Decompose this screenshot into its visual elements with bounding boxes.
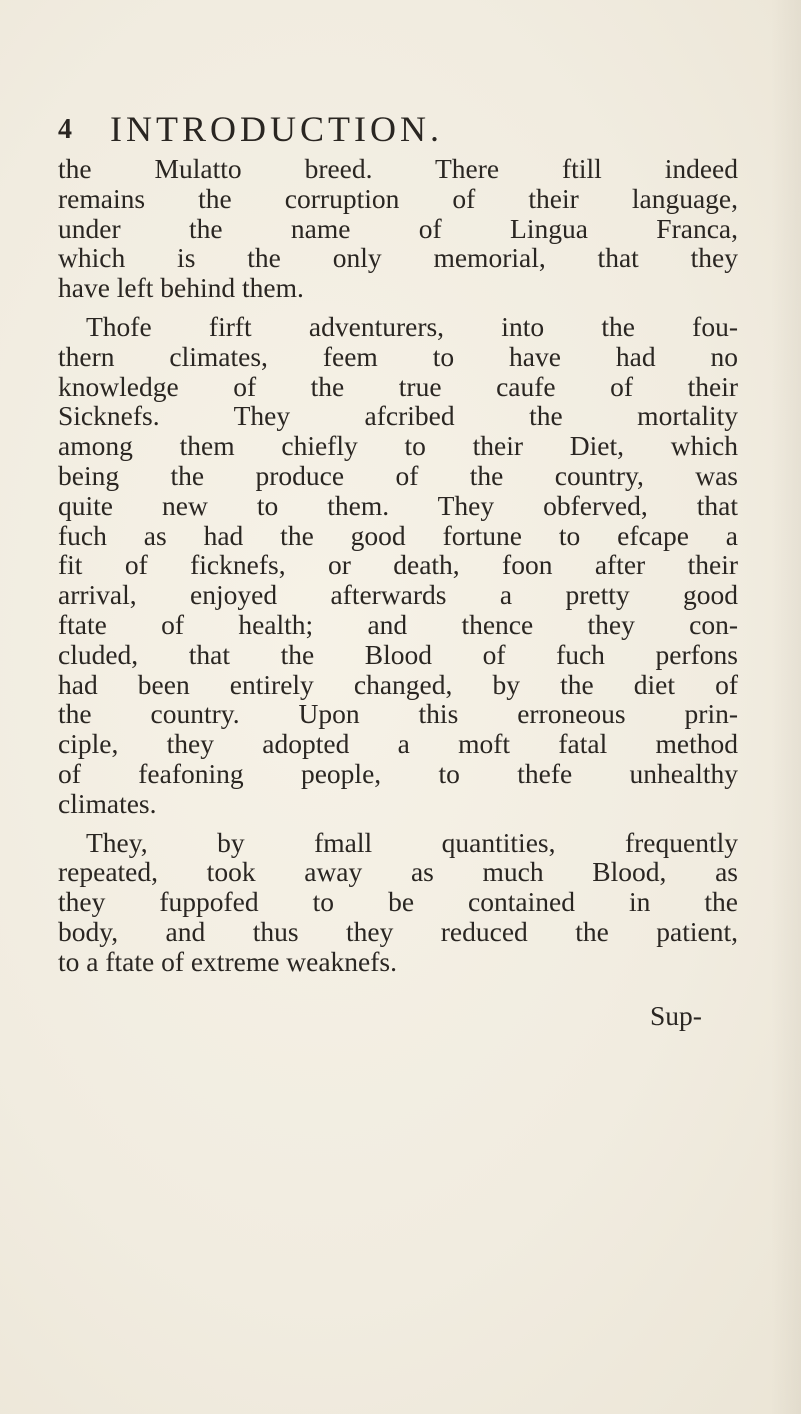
text-line: among them chiefly to their Diet, which xyxy=(58,430,738,462)
text-line: remains the corruption of their language, xyxy=(58,182,738,214)
text-line: fuch as had the good fortune to efcape a xyxy=(58,519,738,551)
text-line: Thofe firft adventurers, into the fou- xyxy=(86,310,738,342)
paragraph-2 xyxy=(58,312,738,819)
text-line: under the name of Lingua Franca, xyxy=(58,212,738,244)
text-line: which is the only memorial, that they xyxy=(58,242,738,274)
text-line: They, by fmall quantities, frequently xyxy=(86,826,738,858)
paragraph-3 xyxy=(58,828,738,977)
text-line: the Mulatto breed. There ftill indeed xyxy=(58,153,738,184)
page-header xyxy=(58,108,738,158)
text-line: Sicknefs. They afcribed the mortality xyxy=(58,400,738,432)
text-line: fit of ficknefs, or death, foon after their xyxy=(58,549,738,581)
text-line: had been entirely changed, by the diet of xyxy=(58,668,738,700)
text-line: climates. xyxy=(58,787,157,819)
catchword: Sup- xyxy=(650,1000,702,1031)
text-line: ciple, they adopted a moft fatal method xyxy=(58,728,738,760)
text-line: of feafoning people, to thefe unhealthy xyxy=(58,757,738,789)
running-head: INTRODUCTION. xyxy=(110,109,443,149)
text-line: thern climates, feem to have had no xyxy=(58,340,738,372)
text-line: ftate of health; and thence they con- xyxy=(58,608,738,640)
text-line: the country. Upon this erroneous prin- xyxy=(58,698,738,730)
text-line: knowledge of the true caufe of their xyxy=(58,370,738,402)
body-text xyxy=(58,154,738,977)
text-line: cluded, that the Blood of fuch perfons xyxy=(58,638,738,670)
page-edge-shadow xyxy=(771,0,801,1414)
text-line: repeated, took away as much Blood, as xyxy=(58,856,738,888)
text-line: they fuppofed to be contained in the xyxy=(58,886,738,918)
text-line: to a ftate of extreme weaknefs. xyxy=(58,945,397,977)
page-number: 4 xyxy=(58,114,72,145)
text-line: arrival, enjoyed afterwards a pretty good xyxy=(58,579,738,611)
paragraph-1 xyxy=(58,154,738,303)
text-line: being the produce of the country, was xyxy=(58,459,738,491)
text-line: body, and thus they reduced the patient, xyxy=(58,915,738,947)
text-line: have left behind them. xyxy=(58,272,304,304)
text-line: quite new to them. They obferved, that xyxy=(58,489,738,521)
